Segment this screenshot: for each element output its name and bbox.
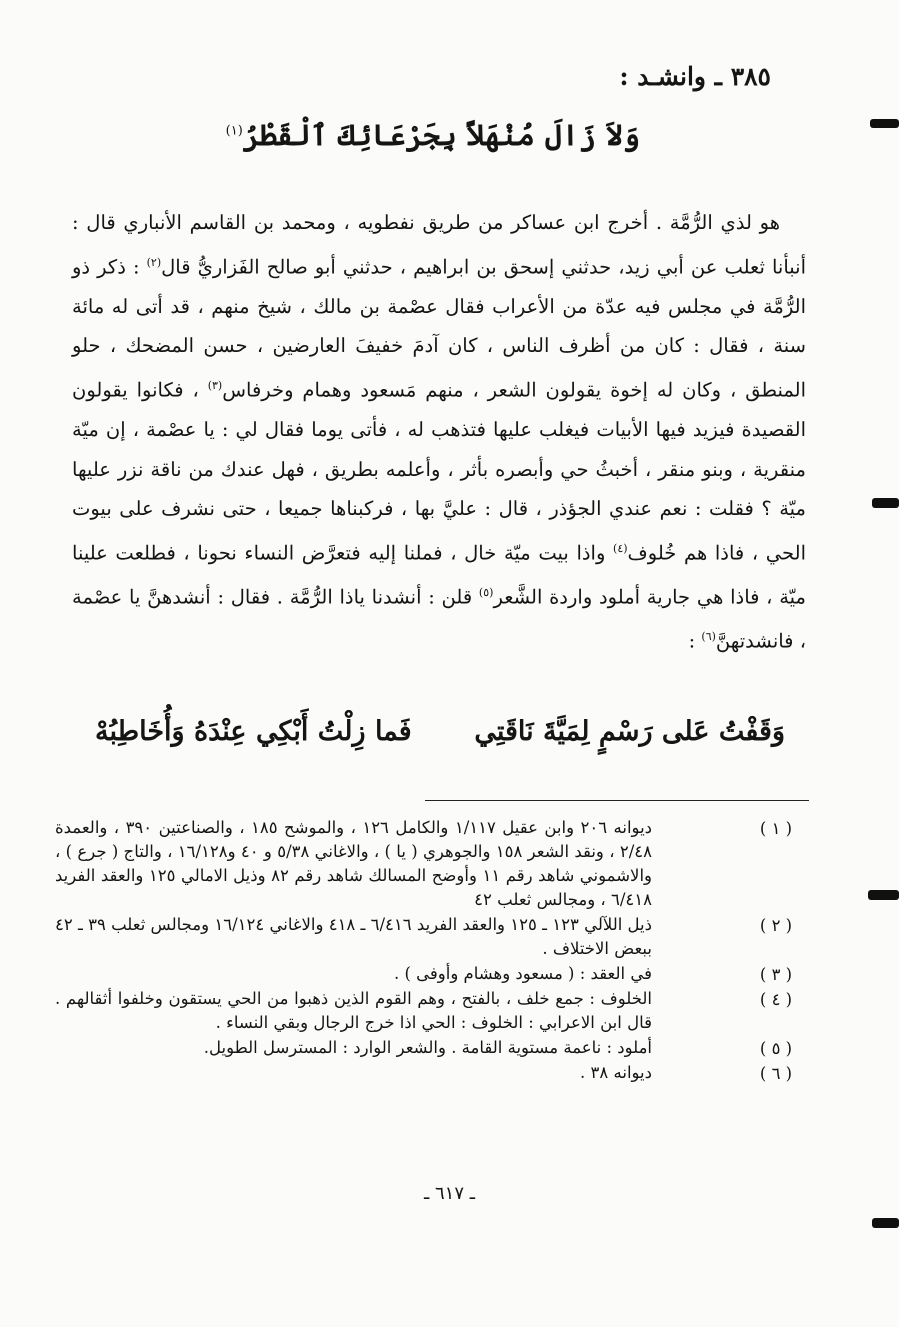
footnote-ref: (٦) <box>701 629 716 643</box>
verse-second-hemistich: فَما زِلْتُ أَبْكِي عِنْدَهُ وَأُخَاطِبُهْ <box>95 716 412 747</box>
footnote <box>55 1036 800 1060</box>
footnote-text: في العقد : ( مسعود وهشام وأوفى ) . <box>393 964 652 983</box>
body-segment: : <box>688 629 702 653</box>
footnote-text: ديوانه ٢٠٦ وابن عقيل ١/١١٧ والكامل ١٢٦ ، والموشح ١٨٥ ، والصناعتين ٣٩٠ ، والعمدة ٢/٤٨ ، ونقد الشعر ١٥٨ والجوهري ( يا ) ، والاغاني ٥/٣٨ و ٤٠ و١٦/١٢٨ ، والتاج ( جرع ) ، والاشموني شاهد رقم ١١ وأوضح المسالك شاهد رقم ٨٢ وذيل الامالي ١٢٥ والعقد الفريد ٦/٤١٨ ، ومجالس ثعلب ٤٢ <box>55 818 653 909</box>
footnotes <box>55 816 800 1086</box>
body-text <box>72 203 806 661</box>
footnote <box>55 816 800 912</box>
epigraph-footnote-ref: (١) <box>225 123 243 139</box>
scan-binding-mark <box>872 498 899 508</box>
footnote-number: ( ٣ ) <box>759 965 793 984</box>
scan-binding-mark <box>868 890 899 900</box>
verse-first-hemistich: وَقَفْتُ عَلى رَسْمٍ لِمَيَّةَ نَاقَتِي <box>474 716 785 747</box>
entry-heading: ٣٨٥ ـ وانشـد : <box>619 62 771 91</box>
footnote <box>55 913 800 961</box>
footnote-ref: (٣) <box>207 378 223 392</box>
footnote-ref: (٤) <box>613 541 628 555</box>
footnote-text: ذيل اللآلي ١٢٣ ـ ١٢٥ والعقد الفريد ٦/٤١٦ ـ ٤١٨ والاغاني ١٦/١٢٤ ومجالس ثعلب ٣٩ ـ ٤٢ ببعض الاختلاف . <box>55 915 652 958</box>
epigraph-verse <box>225 118 640 152</box>
body-segment: هو لذي الرُّمَّة . أخرج ابن عساكر من طريق نفطويه ، ومحمد بن القاسم الأنباري قال : أنبأنا ثعلب عن أبي زيد، حدثني إسحق بن ابراهيم ، حدثني أبو صالح الفَزاريُّ قال <box>72 211 806 279</box>
footnote-text: ديوانه ٣٨ . <box>580 1063 652 1082</box>
body-segment: واذا بيت ميّة خال ، فملنا إليه فتعرَّض النساء نحونا ، فطلعت علينا ميّة ، فاذا هي جارية أملود واردة الشَّعر <box>72 541 806 609</box>
footnote-separator <box>425 800 809 801</box>
footnote-ref: (٥) <box>478 585 494 599</box>
footnote-number: ( ٤ ) <box>759 990 793 1009</box>
footnote <box>55 987 800 1035</box>
page-number: ـ ٦١٧ ـ <box>423 1183 475 1204</box>
scan-binding-mark <box>870 119 899 128</box>
footnote-text: أملود : ناعمة مستوية القامة . والشعر الوارد : المسترسل الطويل. <box>203 1038 652 1057</box>
footnote-number: ( ٢ ) <box>759 916 793 935</box>
footnote-number: ( ٦ ) <box>759 1064 793 1083</box>
footnote-number: ( ١ ) <box>759 819 793 838</box>
epigraph-text: وَلاَ زَالَ مُنْهَلاً بِجَرْعَائِكَ ٱلْقَطْرُ <box>242 118 640 152</box>
body-paragraph <box>72 203 806 661</box>
footnote-text: الخلوف : جمع خلف ، بالفتح ، وهم القوم الذين ذهبوا من الحي يستقون وخلفوا أثقالهم . قال ابن الاعرابي : الخلوف : الحي اذا خرج الرجال وبقي النساء . <box>55 989 652 1032</box>
scan-binding-mark <box>872 1218 899 1228</box>
poem-verse <box>95 716 785 772</box>
footnote <box>55 962 800 986</box>
footnote-ref: (٢) <box>146 255 162 269</box>
footnote-number: ( ٥ ) <box>759 1039 793 1058</box>
body-segment: : ذكر ذو الرُّمَّة في مجلس فيه عدّة من الأعراب فقال عصْمة بن مالك ، شيخ منهم ، قد أتى له مائة سنة ، فقال : كان من أظرف الناس ، كان آدمَ خفيفَ العارضين ، حسن المضحك ، حلو المنطق ، وكان له إخوة يقولون الشعر ، منهم مَسعود وهمام وخرفاس <box>72 255 806 402</box>
body-segment: ، فكانوا يقولون القصيدة فيزيد فيها الأبيات فيغلب عليها فتذهب له ، فأتى يوما فقال لي : يا عصْمة ، إن ميّة منقرية ، وبنو منقر ، أخبثُ حي وأبصره بأثر ، وأعلمه بطريق ، فهل عندك من ناقة نزر عليها ميّة ؟ فقلت : نعم عندي الجؤذر ، قال : عليَّ بها ، فركبناها جميعا ، حتى نشرف على بيوت الحي ، فاذا هم خُلوف <box>72 378 806 565</box>
footnote <box>55 1061 800 1085</box>
body-segment: قلن : أنشدنا ياذا الرُّمَّة . فقال : أنشدهنَّ يا عصْمة ، فانشدتهنَّ <box>72 585 806 653</box>
